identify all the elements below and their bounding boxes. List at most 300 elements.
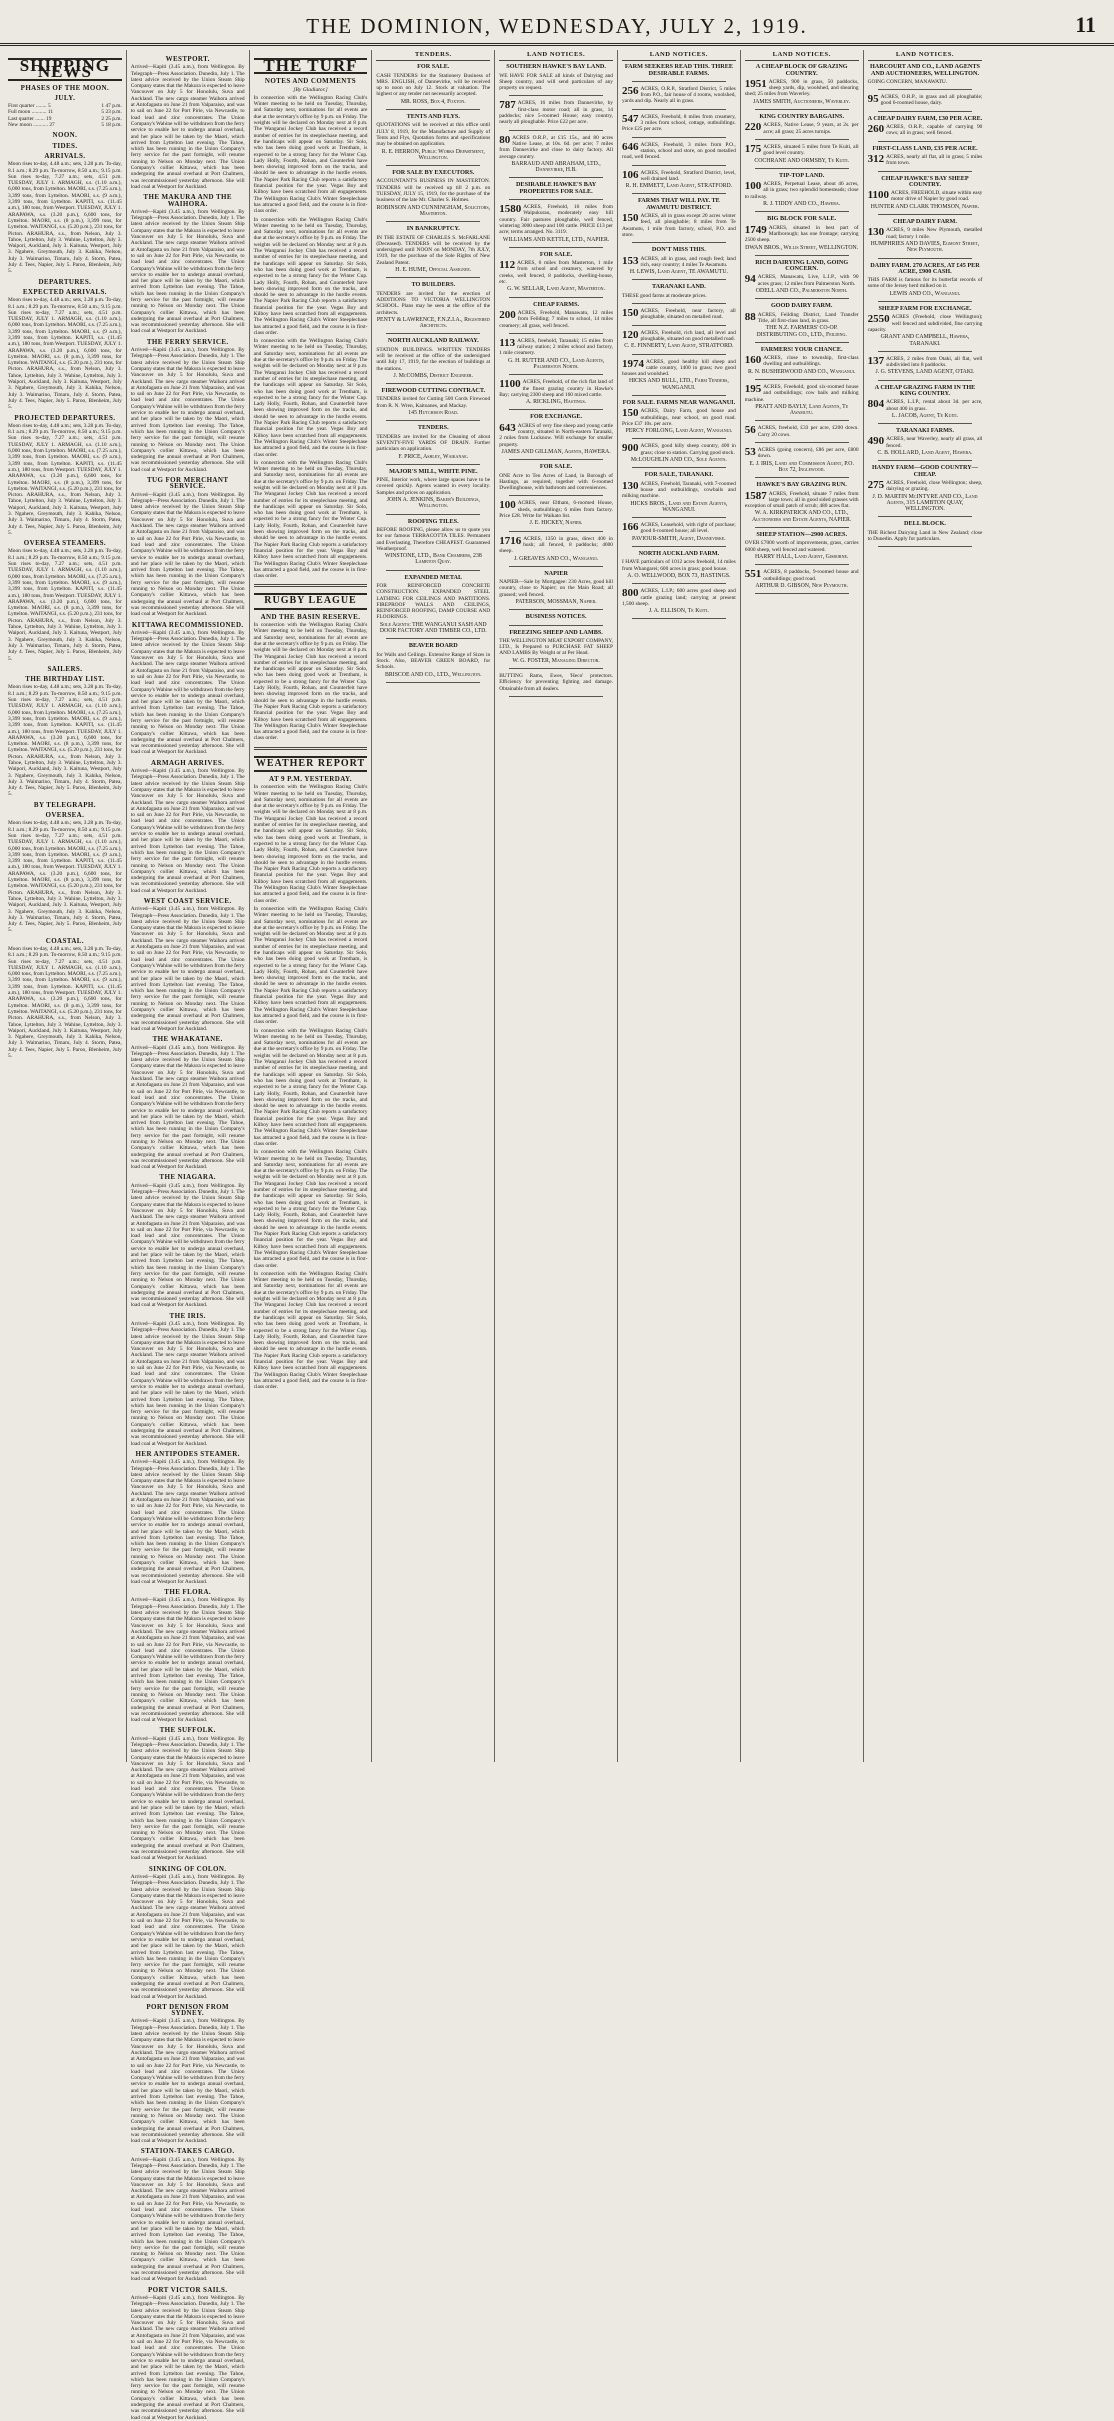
classified-ad xyxy=(868,176,983,210)
ad-agent: PERCY FORLONG, Land Agent, Wanganui. xyxy=(625,428,733,435)
classified-ad xyxy=(622,472,736,513)
ad-body: ACRES, Freehold, Taranaki, with 7-roomed house and outbuildings, cowbails and milking machine. xyxy=(621,480,736,500)
divider xyxy=(878,141,973,142)
classified-ad xyxy=(376,643,490,677)
ad-acreage: 195 xyxy=(744,382,762,395)
classified-ad xyxy=(499,571,613,605)
classified-ad xyxy=(376,170,490,217)
classified-ad xyxy=(868,428,983,456)
ad-agent: C. E. FINNERTY, Land Agent, STRATFORD. xyxy=(624,343,734,350)
divider xyxy=(386,682,480,683)
body-text: Moon rises to-day, 4.48 a.m.; sets, 3.28 p.m. To-day, 8.1 a.m.; 8.29 p.m. To-morrow, 8.50 a.m.; 9.15 p.m. Sun rises to-day, 7.27 a.m.; sets, 4.51 p.m. TUESDAY, JULY 1. ARMAGH, s.s. (1.10 a.m.), 6,000 tons, from Lyttelton. MAORI, s.s. (7.25 a.m.), 3,399 tons, from Lyttelton. MAORI, s.s. (9 a.m.), 3,399 tons, from Lyttelton. KAPITI, s.s. (11.45 a.m.), 180 tons, from Westport. TUESDAY, JULY 1. ARAPAWA, s.s. (3.20 p.m.), 6,600 tons, for Lyttelton. MAORI, s.s. (8 p.m.), 3,399 tons, for Lyttelton. WAITANGI, s.s. (5.20 p.m.), 231 tons, for Picton. ARAHURA, s.s., from Nelson, July 3. Tahoe, Lyttelton, July 3. Wahine, Lyttelton, July 3. Waipori, Auckland, July 3. Kaituna, Westport, July 3. Ngahere, Greymouth, July 3. Kahika, Nelson, July 3. Waimarino, Timaru, July 4. Storm, Patea, July 4. Tees, Napier, July 5. Paroo, Blenheim, July 5. xyxy=(8,820,122,934)
moon-phase-table xyxy=(8,103,122,128)
ad-text xyxy=(499,579,613,598)
ad-body: ACRES, O.R.P., Stratford District, 5 miles from P.O., fair house of 4 rooms, woolshed, yards and dip. Nearly all in grass. xyxy=(621,85,736,105)
ad-agent: JOHN A. JENKINS, Baker's Buildings, Wellington. xyxy=(386,497,480,510)
ad-agent: J. GREAVES AND CO., Wanganui. xyxy=(514,555,599,562)
divider xyxy=(878,171,973,172)
ad-text xyxy=(868,227,983,240)
divider xyxy=(878,423,973,424)
ad-agent: GRANT AND CAMPBELL, Hawera, TARANAKI. xyxy=(880,334,970,347)
divider xyxy=(632,193,726,194)
ad-body: ACRES, Freehold, close Wellington; sheep, dairying or grazing. xyxy=(886,479,983,493)
ad-heading: ROOFING TILES. xyxy=(407,517,459,525)
ad-body: ACRES, Freehold, 16 miles from Waipukurau, moderately easy hill country. Fair pastures ploughable, well fenced, wintering 3000 sheep and 100 cattle. PRICE £13 per acre; terms arranged. No. 3119. xyxy=(499,204,613,236)
ad-agent: W. G. FOSTER, Managing Director. xyxy=(512,657,600,664)
ad-acreage: 94 xyxy=(744,273,756,286)
divider xyxy=(632,109,726,110)
classified-ad xyxy=(745,303,859,337)
classified-ad xyxy=(376,282,490,329)
classified-ad xyxy=(499,614,613,620)
classified-ad xyxy=(622,114,736,133)
ad-body: ACRES, good healthy hill sheep and cattle country, 1400 in grass; two good houses and woolshed. xyxy=(621,358,736,378)
classified-ad xyxy=(376,114,490,161)
ad-text xyxy=(745,569,859,582)
classified-ad xyxy=(499,414,613,455)
ad-acreage: 150 xyxy=(621,212,639,225)
ad-acreage: 643 xyxy=(499,421,516,434)
moon-phases-heading: PHASES OF THE MOON. xyxy=(20,83,110,92)
ad-text xyxy=(376,178,490,203)
ad-body: ACRES O.R.P., at £15 15s., and 80 acres Native Lease, at 10s. 6d. per acre; 7 miles from Dannevirke and close to dairy factory. All average country. xyxy=(499,134,613,160)
classified-ad xyxy=(868,356,983,376)
ad-heading: DELL BLOCK. xyxy=(904,520,946,528)
ad-agent: PRATT AND BAYLY, Land Agents, Te Awamutu. xyxy=(755,403,849,417)
divider xyxy=(878,301,973,302)
ad-heading: FOR SALE. FARMS NEAR WANGANUI. xyxy=(622,398,736,406)
ad-agent: ARTHUR D. GIBSON, New Plymouth. xyxy=(755,582,848,589)
divider xyxy=(632,242,726,243)
ad-text xyxy=(868,94,983,107)
ad-text xyxy=(745,144,859,157)
ad-acreage: 800 xyxy=(621,587,639,600)
ad-body: THE WELLINGTON MEAT EXPORT COMPANY, LTD., Is Prepared to PURCHASE FAT SHEEP AND LAMBS By Weight or at Per Head. xyxy=(499,637,613,657)
ad-body: WE HAVE FOR SALE all kinds of Dairying and Sheep country, and will send particulars of any property on request. xyxy=(499,72,613,92)
divider xyxy=(755,593,849,594)
body-text: Moon rises to-day, 4.48 a.m.; sets, 3.28 p.m. To-day, 8.1 a.m.; 8.29 p.m. To-morrow, 8.50 a.m.; 9.15 p.m. Sun rises to-day, 7.27 a.m.; sets, 4.51 p.m. TUESDAY, JULY 1. ARMAGH, s.s. (1.10 a.m.), 6,000 tons, from Lyttelton. MAORI, s.s. (7.25 a.m.), 3,399 tons, from Lyttelton. MAORI, s.s. (9 a.m.), 3,399 tons, from Lyttelton. KAPITI, s.s. (11.45 a.m.), 180 tons, from Westport. TUESDAY, JULY 1. ARAPAWA, s.s. (3.20 p.m.), 6,600 tons, for Lyttelton. MAORI, s.s. (8 p.m.), 3,399 tons, for Lyttelton. WAITANGI, s.s. (5.20 p.m.), 231 tons, for Picton. ARAHURA, s.s., from Nelson, July 3. Tahoe, Lyttelton, July 3. Wahine, Lyttelton, July 3. Waipori, Auckland, July 3. Kaituna, Westport, July 3. Ngahere, Greymouth, July 3. Kahika, Nelson, July 3. Waimarino, Timaru, July 4. Storm, Patea, July 4. Tees, Napier, July 5. Paroo, Blenheim, July 5. xyxy=(8,946,122,1060)
ad-text xyxy=(622,481,736,500)
ad-acreage: 551 xyxy=(744,568,762,581)
ad-agent: W. A. KIRKPATRICK AND CO., LTD., Auctioneers and Estate Agents, NAPIER. xyxy=(752,510,852,523)
divider xyxy=(386,109,480,110)
ad-heading: CHEAP DAIRY FARM. xyxy=(893,218,957,226)
ad-body: ACRES, Freehold, near factory, all ploughable, situated on metalled road. xyxy=(640,308,736,321)
divider xyxy=(878,516,973,517)
ad-body: ACRES, L.I.P.; 600 acres good sheep and cattle grazing land; carrying at present 1,500 sheep. xyxy=(621,588,736,607)
shipping-news-heading: SHIPPING NEWS xyxy=(8,58,122,81)
section-heading: SINKING OF COLON. xyxy=(148,1864,227,1873)
column-shipping xyxy=(4,50,127,1762)
classified-ad xyxy=(745,114,859,135)
ad-body: ACRES, L.I.P., rental about 3d. per acre, about 400 in grass. xyxy=(886,399,983,412)
ad-agent: A. O. WELLWOOD, BOX 73, HASTINGS. xyxy=(627,572,731,579)
ad-acreage: 113 xyxy=(499,336,516,349)
divider xyxy=(386,221,480,222)
ad-body: IN THE ESTATE OF CHARLES S. McFARLANE (Deceased). TENDERS will be received by the undersigned until NOON on MONDAY, 7th JULY, 1919, for the purchase of the Sole Rights of New Zealand Patent. xyxy=(376,234,491,266)
classified-ad xyxy=(868,64,983,85)
divider xyxy=(755,168,849,169)
ad-acreage: 112 xyxy=(499,259,516,272)
ad-heading: KING COUNTRY BARGAINS. xyxy=(759,113,844,121)
ad-body: ACRES, 1350 in grass, direct 400 in bush; all fenced, 8 paddocks; 4000 sheep. xyxy=(499,535,613,555)
classified-ad xyxy=(499,182,613,195)
body-text: Arrived—Kapiti (3.45 a.m.), from Wellington. By Telegraph—Press Association. Dunedin, July 1. The latest advice received by the Union Steam Ship Company states that the Makura is expected to leave Vancouver on July 5 for Honolulu, Suva and Auckland. The new cargo steamer Waihora arrived at Antofagasta on June 21 from Valparaiso, and was to sail on June 22 for Port Pirie, via Newcastle, to load lead and zinc concentrates. The Union Company's Wahine will be withdrawn from the ferry service to enable her to undergo annual overhaul, and her place will be taken by the Maori, which arrived from Lyttelton last evening. The Tahoe, which has been running in the Union Company's ferry service for the past fortnight, will resume running to Nelson on Monday next. The Union Company's collier Kittawa, which has been undergoing the annual overhaul at Port Chalmers, was recommissioned yesterday afternoon. She will load coal at Westport for Auckland. xyxy=(130,1044,245,1171)
ad-agent: THE N.Z. FARMERS' CO-OP. DISTRIBUTING CO., LTD., Feilding. xyxy=(756,325,847,338)
column-land-notices xyxy=(864,50,987,1762)
divider xyxy=(755,420,849,421)
ad-body: ACRES, situated in best part of Marlborough; has one frontage; carrying 2500 sheep. xyxy=(744,224,859,244)
ad-text xyxy=(622,330,736,343)
ad-agent: R. N. BUSHERWOOD AND CO., Wanganui. xyxy=(747,368,856,375)
section-heading: THE FLORA. xyxy=(164,1588,212,1597)
ad-text xyxy=(499,423,613,448)
section-heading: OVERSEA. xyxy=(45,811,85,820)
ad-text xyxy=(622,359,736,378)
classified-ad xyxy=(868,116,983,137)
ad-body: STATION BUILDINGS. WRITTEN TENDERS will be received at the office of the undersigned until July 17, 1919, for the erection of buildings at the stations. xyxy=(376,346,491,372)
ad-text xyxy=(622,86,736,105)
ad-heading: HANDY FARM—GOOD COUNTRY—CHEAP. xyxy=(871,464,978,478)
ad-body: BEFORE ROOFING, please allow us to quote you for our famous TERRACOTTA TILES. Permanent and Everlasting, Therefore CHEAPEST. Guaranteed Weatherproof. xyxy=(376,526,491,552)
ad-body: ACRES, all in grass, and rough feed; land rich, easy country; 4 miles Te Awamutu. xyxy=(640,255,736,268)
ad-agent: J. D. MARTIN McINTYRE AND CO., Land Agents, 315 LAMBTON QUAY, WELLINGTON. xyxy=(872,493,978,513)
ad-heading: FARMERS! YOUR CHANCE. xyxy=(760,345,843,353)
body-text: In connection with the Wellington Racing Club's Winter meeting to be held on Tuesday, Thursday, and Saturday next, nominations for all events are due at the secretary's office by 9 p.m. on Friday. The weights will be declared on Monday next at 8 p.m. The Wanganui Jockey Club has received a record number of entries for its steeplechase meeting, and the handicaps will appear on Saturday. Sir Solo, who has been doing good work at Trentham, is expected to be a strong fancy for the Winter Cup. Lady Holly, Fourth, Rohan, and Counterfeit have been showing improved form on the tracks, and should be seen to advantage in the hurdle events. The Napier Park Racing Club reports a satisfactory financial position for the year. Vegas Boy and Kilboy have been scratched from all engagements. The Wellington Racing Club's Winter Steeplechase has attracted a good field, and the course is in first-class order. xyxy=(253,338,368,458)
ad-heading: BUSINESS NOTICES. xyxy=(525,613,587,621)
divider xyxy=(632,325,726,326)
ad-heading: GOOD DAIRY FARM. xyxy=(770,302,833,310)
turf-heading: THE TURF xyxy=(254,58,368,74)
classified-ad xyxy=(376,388,490,416)
divider xyxy=(386,165,480,166)
ad-acreage: 1974 xyxy=(621,357,644,370)
ad-agent: J. A. ELLISON, Te Kuiti. xyxy=(648,608,709,615)
ad-heading: FOR EXCHANGE. xyxy=(530,413,583,421)
classified-ad xyxy=(868,219,983,253)
section-heading: TUG FOR MERCHANT SERVICE. xyxy=(146,476,229,491)
ad-text xyxy=(499,100,613,125)
ad-heading: FOR SALE, TARANAKI. xyxy=(644,471,714,479)
ad-text xyxy=(499,135,613,160)
ad-text xyxy=(745,122,859,135)
ad-agent: L. JACOB, Agent, Te Kuiti. xyxy=(891,412,959,419)
ad-body: ACRES, all in grass except 20 acres winter feed, all ploughable; 8 miles from Te Awamutu, 1 mile from factory, school, P.O. and store. xyxy=(621,213,736,238)
divider xyxy=(632,546,726,547)
body-text: Moon rises to-day, 4.48 a.m.; sets, 3.28 p.m. To-day, 8.1 a.m.; 8.29 p.m. To-morrow, 8.50 a.m.; 9.15 p.m. Sun rises to-day, 7.27 a.m.; sets, 4.51 p.m. TUESDAY, JULY 1. ARMAGH, s.s. (1.10 a.m.), 6,000 tons, from Lyttelton. MAORI, s.s. (7.25 a.m.), 3,399 tons, from Lyttelton. MAORI, s.s. (9 a.m.), 3,399 tons, from Lyttelton. KAPITI, s.s. (11.45 a.m.), 180 tons, from Westport. TUESDAY, JULY 1. ARAPAWA, s.s. (3.20 p.m.), 6,600 tons, for Lyttelton. MAORI, s.s. (8 p.m.), 3,399 tons, for Lyttelton. WAITANGI, s.s. (5.20 p.m.), 231 tons, for Picton. ARAHURA, s.s., from Nelson, July 3. Tahoe, Lyttelton, July 3. Wahine, Lyttelton, July 3. Waipori, Auckland, July 3. Kaituna, Westport, July 3. Ngahere, Greymouth, July 3. Kahika, Nelson, July 3. Waimarino, Timaru, July 4. Storm, Patea, July 4. Tees, Napier, July 5. Paroo, Blenheim, July 5. xyxy=(8,161,122,275)
ad-body: ACRES, 16 miles from Dannevirke, by first-class motor road; all in grass, 14 paddocks; nice 5-roomed House; easy country, nearly all ploughable. Price £22 per acre. xyxy=(499,100,613,126)
moon-phase-time: 5 23 p.m. xyxy=(101,109,122,116)
ad-heading: BEAVER BOARD xyxy=(408,642,458,650)
ad-agent: JAMES SMITH, Auctioneers, Waverley. xyxy=(752,98,851,105)
body-text: Arrived—Kapiti (3.45 a.m.), from Wellington. By Telegraph—Press Association. Dunedin, July 1. The latest advice received by the Union Steam Ship Company states that the Makura is expected to leave Vancouver on July 5 for Honolulu, Suva and Auckland. The new cargo steamer Waihora arrived at Antofagasta on June 21 from Valparaiso, and was to sail on June 22 for Port Pirie, via Newcastle, to load lead and zinc concentrates. The Union Company's Wahine will be withdrawn from the ferry service to enable her to undergo annual overhaul, and her place will be taken by the Maori, which arrived from Lyttelton last evening. The Tahoe, which has been running in the Union Company's ferry service for the past fortnight, will resume running to Nelson on Monday next. The Union Company's collier Kittawa, which has been undergoing the annual overhaul at Port Chalmers, was recommissioned yesterday afternoon. She will load coal at Westport for Auckland. xyxy=(130,1597,245,1724)
classified-ad xyxy=(376,469,490,510)
ad-text xyxy=(622,170,736,183)
ad-text xyxy=(376,583,490,621)
body-text: Arrived—Kapiti (3.45 a.m.), from Wellington. By Telegraph—Press Association. Dunedin, July 1. The latest advice received by the Union Steam Ship Company states that the Makura is expected to leave Vancouver on July 5 for Honolulu, Suva and Auckland. The new cargo steamer Waihora arrived at Antofagasta on June 21 from Valparaiso, and was to sail on June 22 for Port Pirie, via Newcastle, to load lead and zinc concentrates. The Union Company's Wahine will be withdrawn from the ferry service to enable her to undergo annual overhaul, and her place will be taken by the Maori, which arrived from Lyttelton last evening. The Tahoe, which has been running in the Union Company's ferry service for the past fortnight, will resume running to Nelson on Monday next. The Union Company's collier Kittawa, which has been undergoing the annual overhaul at Port Chalmers, was recommissioned yesterday afternoon. She will load coal at Westport for Auckland. xyxy=(130,2018,245,2145)
ad-text xyxy=(499,338,613,357)
divider xyxy=(509,409,603,410)
newspaper-columns xyxy=(4,50,1110,2421)
divider xyxy=(755,255,849,256)
ad-text xyxy=(376,347,490,372)
ad-text xyxy=(868,436,983,449)
divider xyxy=(878,351,973,352)
ad-acreage: 150 xyxy=(621,407,639,420)
moon-phase-label: Last quarter ....... 19 xyxy=(8,115,52,122)
body-text: Arrived—Kapiti (3.45 a.m.), from Wellington. By Telegraph—Press Association. Dunedin, July 1. The latest advice received by the Union Steam Ship Company states that the Makura is expected to leave Vancouver on July 5 for Honolulu, Suva and Auckland. The new cargo steamer Waihora arrived at Antofagasta on June 21 from Valparaiso, and was to sail on June 22 for Port Pirie, via Newcastle, to load lead and zinc concentrates. The Union Company's Wahine will be withdrawn from the ferry service to enable her to undergo annual overhaul, and her place will be taken by the Maori, which arrived from Lyttelton last evening. The Tahoe, which has been running in the Union Company's ferry service for the past fortnight, will resume running to Nelson on Monday next. The Union Company's collier Kittawa, which has been undergoing the annual overhaul at Port Chalmers, was recommissioned yesterday afternoon. She will load coal at Westport for Auckland. xyxy=(130,2294,245,2421)
ad-body: ACRES, Freehold, 8 miles from creamery, 3 miles from school, cottage, outbuildings. Price £25 per acre. xyxy=(621,113,736,133)
ad-text xyxy=(622,588,736,607)
body-text: Arrived—Kapiti (3.45 a.m.), from Wellington. By Telegraph—Press Association. Dunedin, July 1. The latest advice received by the Union Steam Ship Company states that the Makura is expected to leave Vancouver on July 5 for Honolulu, Suva and Auckland. The new cargo steamer Waihora arrived at Antofagasta on June 21 from Valparaiso, and was to sail on June 22 for Port Pirie, via Newcastle, to load lead and zinc concentrates. The Union Company's Wahine will be withdrawn from the ferry service to enable her to undergo annual overhaul, and her place will be taken by the Maori, which arrived from Lyttelton last evening. The Tahoe, which has been running in the Union Company's ferry service for the past fortnight, will resume running to Nelson on Monday next. The Union Company's collier Kittawa, which has been undergoing the annual overhaul at Port Chalmers, was recommissioned yesterday afternoon. She will load coal at Westport for Auckland. xyxy=(130,208,245,335)
ad-heading: FARM SEEKERS READ THIS. THREE DESIRABLE FARMS. xyxy=(624,63,733,77)
ad-body: BUTTING Rams, Ewes, 'Heco' protectors. Efficiency for preventing fighting and damage. Obtainable from all dealers. xyxy=(499,673,613,692)
ad-agent: ODELL AND CO., Palmerston North. xyxy=(755,288,848,295)
ad-acreage: 56 xyxy=(744,424,756,437)
ad-text xyxy=(622,443,736,456)
ad-acreage: 1587 xyxy=(744,489,767,502)
body-text: Arrived—Kapiti (3.45 a.m.), from Wellington. By Telegraph—Press Association. Dunedin, July 1. The latest advice received by the Union Steam Ship Company states that the Makura is expected to leave Vancouver on July 5 for Honolulu, Suva and Auckland. The new cargo steamer Waihora arrived at Antofagasta on June 21 from Valparaiso, and was to sail on June 22 for Port Pirie, via Newcastle, to load lead and zinc concentrates. The Union Company's Wahine will be withdrawn from the ferry service to enable her to undergo annual overhaul, and her place will be taken by the Maori, which arrived from Lyttelton last evening. The Tahoe, which has been running in the Union Company's ferry service for the past fortnight, will resume running to Nelson on Monday next. The Union Company's collier Kittawa, which has been undergoing the annual overhaul at Port Chalmers, was recommissioned yesterday afternoon. She will load coal at Westport for Auckland. xyxy=(130,906,245,1032)
divider xyxy=(755,527,849,528)
divider xyxy=(755,211,849,212)
ad-heading: A CHEAP DAIRY FARM, £30 PER ACRE. xyxy=(867,114,983,122)
body-text: Arrived—Kapiti (3.45 a.m.), from Wellington. By Telegraph—Press Association. Dunedin, July 1. The latest advice received by the Union Steam Ship Company states that the Makura is expected to leave Vancouver on July 5 for Honolulu, Suva and Auckland. The new cargo steamer Waihora arrived at Antofagasta on June 21 from Valparaiso, and was to sail on June 22 for Port Pirie, via Newcastle, to load lead and zinc concentrates. The Union Company's Wahine will be withdrawn from the ferry service to enable her to undergo annual overhaul, and her place will be taken by the Maori, which arrived from Lyttelton last evening. The Tahoe, which has been running in the Union Company's ferry service for the past fortnight, will resume running to Nelson on Monday next. The Union Company's collier Kittawa, which has been undergoing the annual overhaul at Port Chalmers, was recommissioned yesterday afternoon. She will load coal at Westport for Auckland. xyxy=(130,347,245,473)
section-heading: BY TELEGRAPH. xyxy=(33,800,96,809)
classified-ad xyxy=(622,64,736,77)
ad-acreage: 1100 xyxy=(499,378,521,391)
classified-ad xyxy=(868,263,983,297)
ad-acreage: 100 xyxy=(499,499,516,512)
ad-body: ACRES, FREEHOLD, situate within easy motor drive of Napier by good road. xyxy=(890,190,983,203)
divider xyxy=(509,297,603,298)
ad-body: ACRES of very fine sheep and young cattle country, situated in North-eastern Taranaki, 2 miles from Lucknow. Will exchange for smaller property. xyxy=(499,422,613,448)
classified-ad xyxy=(499,100,613,125)
ad-body: TENDERS invited for Cutting 500 Cords Firewood from R. N. Wren, Kaitoanes, and Mackay. xyxy=(376,396,491,409)
divider xyxy=(386,383,480,384)
classified-ad xyxy=(868,385,983,419)
ad-heading: FOR SALE. xyxy=(539,463,573,471)
classified-ad xyxy=(376,519,490,566)
ad-body: ACRES, freehold, £33 per acre, £200 down. Carry 20 cows. xyxy=(757,425,859,438)
ad-text xyxy=(868,356,983,369)
section-heading: THE SUFFOLK. xyxy=(159,1726,216,1735)
divider xyxy=(632,517,726,518)
masthead xyxy=(0,0,1114,46)
ad-body: THIS FARM is famous for its butterfat records of some of the Jersey herd milked on it. xyxy=(867,277,983,290)
classified-ad xyxy=(622,359,736,391)
divider xyxy=(755,109,849,110)
ad-heading: FIREWOOD CUTTING CONTRACT. xyxy=(381,387,486,395)
ad-acreage: 130 xyxy=(867,226,885,239)
classified-ad xyxy=(376,425,490,459)
divider xyxy=(632,395,726,396)
ad-body: ACRES, 8 paddocks, 9-roomed house and outbuildings; good road. xyxy=(763,569,859,582)
ad-heading: HAWKE'S BAY GRAZING RUN. xyxy=(756,481,847,489)
ad-acreage: 80 xyxy=(499,133,511,146)
ad-agent: J. E. HICKEY, Napier. xyxy=(529,520,583,527)
classified-ad xyxy=(622,170,736,190)
column-heading: LAND NOTICES. xyxy=(622,52,736,61)
classified-ad xyxy=(499,630,613,664)
classified-ad xyxy=(499,338,613,370)
ad-acreage: 160 xyxy=(744,354,762,367)
ad-text xyxy=(745,274,859,287)
ad-acreage: 100 xyxy=(744,180,762,193)
column-land-notices xyxy=(741,50,864,1762)
ad-body: ACRES, Leasehold, with right of purchase; good 6-roomed house; all level. xyxy=(640,522,736,535)
ad-acreage: 1580 xyxy=(499,203,522,216)
body-text: Arrived—Kapiti (3.45 a.m.), from Wellington. By Telegraph—Press Association. Dunedin, July 1. The latest advice received by the Union Steam Ship Company states that the Makura is expected to leave Vancouver on July 5 for Honolulu, Suva and Auckland. The new cargo steamer Waihora arrived at Antofagasta on June 21 from Valparaiso, and was to sail on June 22 for Port Pirie, via Newcastle, to load lead and zinc concentrates. The Union Company's Wahine will be withdrawn from the ferry service to enable her to undergo annual overhaul, and her place will be taken by the Maori, which arrived from Lyttelton last evening. The Tahoe, which has been running in the Union Company's ferry service for the past fortnight, will resume running to Nelson on Monday next. The Union Company's collier Kittawa, which has been undergoing the annual overhaul at Port Chalmers, was recommissioned yesterday afternoon. She will load coal at Westport for Auckland. xyxy=(130,491,245,618)
divider xyxy=(878,258,973,259)
divider xyxy=(878,111,973,112)
ad-text xyxy=(745,312,859,325)
section-heading: WEST COAST SERVICE. xyxy=(143,897,232,905)
column-heading: LAND NOTICES. xyxy=(745,52,859,61)
column-land-notices xyxy=(618,50,741,1762)
ad-body: TENDERS are invited for the erection of ADDITIONS TO VICTORIA WELLINGTON SCHOOL. Plans may be seen at the office of the architects. xyxy=(376,290,491,316)
ad-body: QUOTATIONS will be received at this office until JULY 8, 1919, for the Manufacture and Supply of Tents and Flys, Quotation forms and specifications may be obtained on application. xyxy=(376,122,491,148)
ad-body: CASH TENDERS for the Stationery Business of MRS. ENGLISH, of Dannevirke, will be received up to noon on July 12. Stock at valuation. The highest or any tender not necessarily accepted. xyxy=(376,72,491,98)
divider xyxy=(632,81,726,82)
ad-body: ACRES, near Waverley, nearly all grass, all fenced. xyxy=(886,436,983,449)
column-heading: TENDERS. xyxy=(376,52,490,61)
ad-acreage: 175 xyxy=(744,142,762,155)
ad-text xyxy=(499,310,613,329)
ad-text xyxy=(499,204,613,235)
divider xyxy=(632,438,726,439)
body-text: In connection with the Wellington Racing Club's Winter meeting to be held on Tuesday, Thursday, and Saturday next, nominations for all events are due at the secretary's office by 9 p.m. on Friday. The weights will be declared on Monday next at 8 p.m. The Wanganui Jockey Club has received a record number of entries for its steeplechase meeting, and the handicaps will appear on Saturday. Sir Solo, who has been doing good work at Trentham, is expected to be a strong fancy for the Winter Cup. Lady Holly, Fourth, Rohan, and Counterfeit have been showing improved form on the tracks, and should be seen to advantage in the hurdle events. The Napier Park Racing Club reports a satisfactory financial position for the year. Vegas Boy and Kilboy have been scratched from all engagements. The Wellington Racing Club's Winter Steeplechase has attracted a good field, and the course is in first-class order. xyxy=(253,784,368,904)
classified-ad xyxy=(622,588,736,614)
divider xyxy=(509,374,603,375)
ad-agent: G. H. RUTTER AND CO., Land Agents, Palmerston North. xyxy=(508,357,605,370)
ad-body: ACRES, 6 miles from Masterton, 1 mile from school and creamery, watered by creeks, well fenced, 8 paddocks, dwelling-house, etc. xyxy=(499,260,613,286)
moon-phase-time: 1 47 p.m. xyxy=(101,103,122,110)
section-heading: ARMAGH ARRIVES. xyxy=(151,758,225,767)
section-heading: DEPARTURES. xyxy=(38,277,92,286)
ad-body: ACRES, Freehold, Manawatu, 12 miles from Feilding; 7 miles to school, 14 miles creamery; all grass, well fenced. xyxy=(499,309,613,329)
ad-acreage: 1749 xyxy=(744,223,767,236)
classified-ad xyxy=(622,198,736,238)
section-heading: ARRIVALS. xyxy=(44,151,86,160)
column-body xyxy=(8,423,122,536)
column-body xyxy=(8,820,122,933)
classified-ad xyxy=(745,64,859,105)
classified-ad xyxy=(622,247,736,275)
ad-heading: FOR SALE BY EXECUTORS. xyxy=(392,169,475,177)
ad-acreage: 1951 xyxy=(744,77,767,90)
ad-heading: TIP-TOP LAND. xyxy=(779,171,825,179)
ad-body: OVER £7000 worth of improvements, grass, carries 6000 sheep, well fenced and watered. xyxy=(744,540,859,553)
divider xyxy=(509,609,603,610)
ad-agent: HUNTER AND CLARK THOMSON, Napier. xyxy=(870,203,980,210)
divider xyxy=(509,459,603,460)
classified-ad xyxy=(499,673,613,692)
section-heading: COASTAL. xyxy=(45,936,85,945)
divider xyxy=(509,566,603,567)
ad-acreage: 275 xyxy=(867,478,885,491)
ad-agent: J. McCOMBS, District Engineer. xyxy=(393,372,474,379)
ad-text xyxy=(745,355,859,368)
section-heading: NOON. xyxy=(52,131,78,140)
ad-text xyxy=(745,447,859,460)
ad-body: ACRES, nearly all flat, all in grass; 5 miles from town. xyxy=(886,153,983,167)
ad-text xyxy=(622,142,736,161)
section-heading: THE NIAGARA. xyxy=(159,1173,216,1182)
ad-body: ACRES, Dairy Farm, good house and outbuildings, near school, on good road. Price £37 10s. per acre. xyxy=(621,408,736,427)
divider xyxy=(509,95,603,96)
ad-text xyxy=(622,522,736,535)
ad-text xyxy=(745,181,859,200)
divider xyxy=(878,214,973,215)
classified-ad xyxy=(499,252,613,293)
ad-heading: A CHEAP BLOCK OF GRAZING COUNTRY. xyxy=(755,63,848,77)
ad-body: ACRES, Manawatu, Live, L.I.P., with 90 acres grass; 12 miles from Palmerston North. xyxy=(757,274,859,287)
ad-heading: SHEEP STATION—2900 ACRES. xyxy=(756,531,848,539)
ad-body: ACRES, Freehold, rich land, all level and ploughable, situated on good metalled road. xyxy=(640,329,736,342)
section-heading: THE MAKURA AND THE WAIHORA. xyxy=(143,193,232,208)
ad-text xyxy=(745,225,859,244)
ad-agent: R. J. TIDDY AND CO., Hawera. xyxy=(763,201,841,208)
classified-ad xyxy=(745,384,859,416)
ad-heading: A CHEAP GRAZING FARM IN THE KING COUNTRY. xyxy=(874,383,976,397)
divider xyxy=(632,618,726,619)
ad-heading: RICH DAIRYING LAND, GOING CONCERN. xyxy=(755,258,849,273)
classified-ad xyxy=(499,302,613,329)
body-text: In connection with the Wellington Racing Club's Winter meeting to be held on Tuesday, Thursday, and Saturday next, nominations for all events are due at the secretary's office by 9 p.m. on Friday. The weights will be declared on Monday next at 8 p.m. The Wanganui Jockey Club has received a record number of entries for its steeplechase meeting, and the handicaps will appear on Saturday. Sir Solo, who has been doing good work at Trentham, is expected to be a strong fancy for the Winter Cup. Lady Holly, Fourth, Rohan, and Counterfeit have been showing improved form on the tracks, and should be seen to advantage in the hurdle events. The Napier Park Racing Club reports a satisfactory financial position for the year. Vegas Boy and Kilboy have been scratched from all engagements. The Wellington Racing Club's Winter Steeplechase has attracted a good field, and the course is in first-class order. xyxy=(253,905,368,1026)
ad-heading: FARMS THAT WILL PAY. TE AWAMUTU DISTRICT. xyxy=(637,197,720,211)
column-turf xyxy=(250,50,373,1762)
body-text: Arrived—Kapiti (3.45 a.m.), from Wellington. By Telegraph—Press Association. Dunedin, July 1. The latest advice received by the Union Steam Ship Company states that the Makura is expected to leave Vancouver on July 5 for Honolulu, Suva and Auckland. The new cargo steamer Waihora arrived at Antofagasta on June 21 from Valparaiso, and was to sail on June 22 for Port Pirie, via Newcastle, to load lead and zinc concentrates. The Union Company's Wahine will be withdrawn from the ferry service to enable her to undergo annual overhaul, and her place will be taken by the Maori, which arrived from Lyttelton last evening. The Tahoe, which has been running in the Union Company's ferry service for the past fortnight, will resume running to Nelson on Monday next. The Union Company's collier Kittawa, which has been undergoing the annual overhaul at Port Chalmers, was recommissioned yesterday afternoon. She will load coal at Westport for Auckland. xyxy=(130,64,245,190)
ad-heading: TARANAKI LAND. xyxy=(651,283,706,291)
classified-ad xyxy=(745,173,859,207)
ad-acreage: 153 xyxy=(621,254,639,267)
ad-agent: H. E. HUME, Official Assignee. xyxy=(395,267,472,274)
section-heading: THE FERRY SERVICE. xyxy=(146,337,229,346)
ad-acreage: 646 xyxy=(621,140,639,153)
classified-ad xyxy=(745,447,859,473)
rugby-league-heading: RUGBY LEAGUE xyxy=(254,593,368,609)
ad-acreage: 220 xyxy=(744,121,762,134)
ad-text xyxy=(376,527,490,552)
column-heading: LAND NOTICES. xyxy=(499,52,613,61)
section-heading: THE IRIS. xyxy=(169,1311,206,1320)
ad-heading: BIG BLOCK FOR SALE. xyxy=(767,215,837,223)
ad-body: ACRES, O.R.P., capable of carrying 90 cows; all in grass; well fenced. xyxy=(886,124,983,137)
ad-heading: FOR SALE. xyxy=(417,63,450,71)
column-body xyxy=(8,946,122,1059)
ad-acreage: 312 xyxy=(867,152,885,165)
ad-text xyxy=(499,536,613,555)
ad-agent: MR. ROSS, Box 4, Foxton. xyxy=(400,98,466,105)
classified-ad xyxy=(745,260,859,294)
ad-body: FOR REINFORCED CONCRETE CONSTRUCTION. EXPANDED STEEL LATHING FOR CEILINGS AND PARTITIONS. FIREPROOF WALLS AND CEILINGS, REINFORCED ROOFING, DAMP COURSE AND FLOORINGS. xyxy=(376,583,491,621)
ad-heading: TENDERS. xyxy=(417,424,449,432)
ad-text xyxy=(499,638,613,657)
ad-body: ACRES, 9 miles New Plymouth, metalled road; factory 1 mile. xyxy=(886,227,983,240)
classified-ad xyxy=(622,400,736,434)
ad-heading: DESIRABLE HAWKE'S BAY PROPERTIES FOR SALE. xyxy=(515,181,597,195)
ad-acreage: 106 xyxy=(621,168,639,181)
ad-text xyxy=(868,314,983,333)
body-text: Arrived—Kapiti (3.45 a.m.), from Wellington. By Telegraph—Press Association. Dunedin, July 1. The latest advice received by the Union Steam Ship Company states that the Makura is expected to leave Vancouver on July 5 for Honolulu, Suva and Auckland. The new cargo steamer Waihora arrived at Antofagasta on June 21 from Valparaiso, and was to sail on June 22 for Port Pirie, via Newcastle, to load lead and zinc concentrates. The Union Company's Wahine will be withdrawn from the ferry service to enable her to undergo annual overhaul, and her place will be taken by the Maori, which arrived from Lyttelton last evening. The Tahoe, which has been running in the Union Company's ferry service for the past fortnight, will resume running to Nelson on Monday next. The Union Company's collier Kittawa, which has been undergoing the annual overhaul at Port Chalmers, was recommissioned yesterday afternoon. She will load coal at Westport for Auckland. xyxy=(130,629,245,756)
ad-acreage: 787 xyxy=(499,99,516,112)
classified-ad xyxy=(622,142,736,161)
ad-heading: NORTH AUCKLAND FARM. xyxy=(638,550,720,558)
ad-heading: FREEZING SHEEP AND LAMBS. xyxy=(509,628,603,636)
classified-ad xyxy=(745,482,859,523)
ad-text xyxy=(622,293,736,299)
divider xyxy=(509,531,603,532)
